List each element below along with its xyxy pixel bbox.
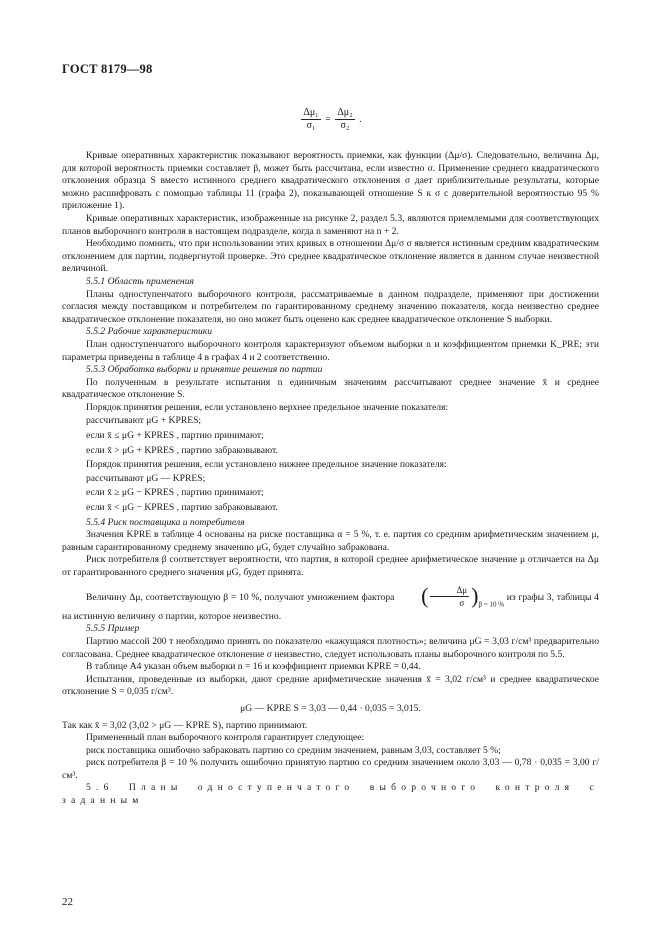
paragraph: В таблице А4 указан объем выборки n = 16 и коэффициент приемки KPRE = 0,44. xyxy=(86,661,421,673)
calc-formula: μG — KPRE S = 3,03 — 0,44 · 0,035 = 3,015. xyxy=(240,702,421,714)
fraction-1: $\frac{\text{Δμ₁}}{\text{σ₁}}$ xyxy=(303,107,319,131)
section-heading-5-5-4: 5.5.4 Риск поставщика и потребителя xyxy=(86,516,245,528)
section-heading-5-5-3: 5.5.3 Обработка выборки и принятие решения по партии xyxy=(86,364,323,376)
page-number: 22 xyxy=(62,896,73,908)
document-header: ГОСТ 8179—98 xyxy=(62,62,153,76)
section-heading-5-5-1: 5.5.1 Область применения xyxy=(86,275,194,287)
decision-row: если x̄ > μG + KPRES , партию забраковывают. xyxy=(86,444,278,456)
factor-formula: ( $\frac{\Delta\mu}{\sigma}$ )$_{\beta = 10 \%}$ xyxy=(421,582,505,609)
fraction-2: $\frac{\text{Δμ₂}}{\text{σ₂}}$ xyxy=(337,107,353,131)
paragraph: План одноступенчатого выборочного контроля характеризуют объемом выборки n и коэффициентом приемки K_PRE; эти параметры приведены в таблице 4 в графах 4 и 2 соответственно. xyxy=(62,338,599,363)
decision-row: если x̄ ≥ μG − KPRES , партию принимают; xyxy=(86,487,264,499)
paragraph: Кривые оперативных характеристик показывают вероятность приемки, как функции (Δμ/σ). Следовательно, величина Δμ, для которой вероятность приемки составляет β, может быть рассчитана, если известно σ. Применение среднего квадратического отклонения образца S вместо истинного среднего квадратического отклонения σ дает приблизительные результаты, которые можно расшифровать с помощью таблицы 11 (графа 2), показывающей отношение S к σ с доверительной вероятностью 95 % приложение 1). xyxy=(62,150,599,212)
document-page xyxy=(62,62,599,808)
paragraph: Значения KPRE в таблице 4 основаны на риске поставщика α = 5 %, т. е. партия со средним арифметическим значением μ, равным гарантированному среднему значению μG, будет случайно забракована. xyxy=(62,529,599,553)
paragraph: Риск потребителя β соответствует вероятности, что партия, в которой среднее арифметическое значение μ отличается на Δμ от гарантированного среднего значения μG, будет принята. xyxy=(62,554,599,578)
paragraph: Порядок принятия решения, если установлено нижнее предельное значение показателя: xyxy=(86,459,447,471)
section-heading-5-5-5: 5.5.5 Пример xyxy=(86,623,140,635)
paragraph: Порядок принятия решения, если установлено верхнее предельное значение показателя: xyxy=(86,401,449,413)
paragraph: риск потребителя β = 10 % получить ошибочно принятую партию со средним значением около 3,03 — 0,78 · 0,035 = 3,00 г/см³. xyxy=(62,757,599,781)
decision-row: если x̄ ≤ μG + KPRES , партию принимают; xyxy=(86,430,264,442)
section-heading-5-5-2: 5.5.2 Рабочие характеристики xyxy=(86,326,213,338)
decision-row: рассчитывают μG + KPRES; xyxy=(86,415,202,427)
paragraph: Необходимо помнить, что при использовании этих кривых в отношении Δμ/σ σ является истинным средним квадратическим отклонением для партии, подвергнутой проверке. Это среднее квадратическое отклонение является в данном случае неизвестной величиной. xyxy=(62,238,599,275)
paragraph: Партию массой 200 т необходимо принять по показателю «кажущаяся плотность»; величина μG = 3,03 г/см³ предварительно согласована. Среднее квадратическое отклонение σ неизвестно, следует использовать планы выборочного контроля по 5.5. xyxy=(62,635,599,660)
paragraph-factor: Величину Δμ, соответствующую β = 10 %, получают умножением фактора ( $\frac{\Delta\mu}{\sigma}$ )$_{\beta = 10 \%}$ из графы 3, таблицы 4 на истинную величину σ партии, которое неизвестно. xyxy=(62,582,599,622)
paragraph: По полученным в результате испытания n единичным значениям рассчитывают среднее значение x̄ и среднее квадратическое отклонение S. xyxy=(62,376,599,401)
paragraph: Примененный план выборочного контроля гарантирует следующее: xyxy=(86,732,365,744)
ratio-formula: $\frac{\text{Δμ₁}}{\text{σ₁}}$ = $\frac{\text{Δμ₂}}{\text{σ₂}}$ . xyxy=(303,107,362,131)
decision-row: рассчитывают μG — KPRES; xyxy=(86,472,206,484)
decision-row: если x̄ < μG − KPRES , партию забраковывают. xyxy=(86,502,278,514)
section-heading-5-6: 5.6 Планы одноступенчатого выборочного контроля с заданным xyxy=(62,782,599,807)
paragraph: Испытания, проведенные из выборки, дают средние арифметические значения x̄ = 3,02 г/см³ и среднее квадратическое отклонение S = 0,035 г/см³. xyxy=(62,673,599,698)
paragraph: Кривые оперативных характеристик, изображенные на рисунке 2, раздел 5.3, являются приемлемыми для соответствующих планов выборочного контроля в настоящем подразделе, когда n заменяют на n + 2. xyxy=(62,212,599,237)
paragraph: риск поставщика ошибочно забраковать партию со средним значением, равным 3,03, составляет 5 %; xyxy=(86,744,501,756)
paragraph: Так как x̄ = 3,02 (3,02 > μG — KPRE S), партию принимают. xyxy=(62,719,308,731)
paragraph: Планы одноступенчатого выборочного контроля, рассматриваемые в данном подразделе, применяют при достижении согласия между поставщиком и потребителем по гарантированному среднему значению показателя, когда неизвестно среднее квадратическое отклонение показателя, но оно может быть оценено как среднее квадратическое отклонение S выборки. xyxy=(62,288,599,325)
